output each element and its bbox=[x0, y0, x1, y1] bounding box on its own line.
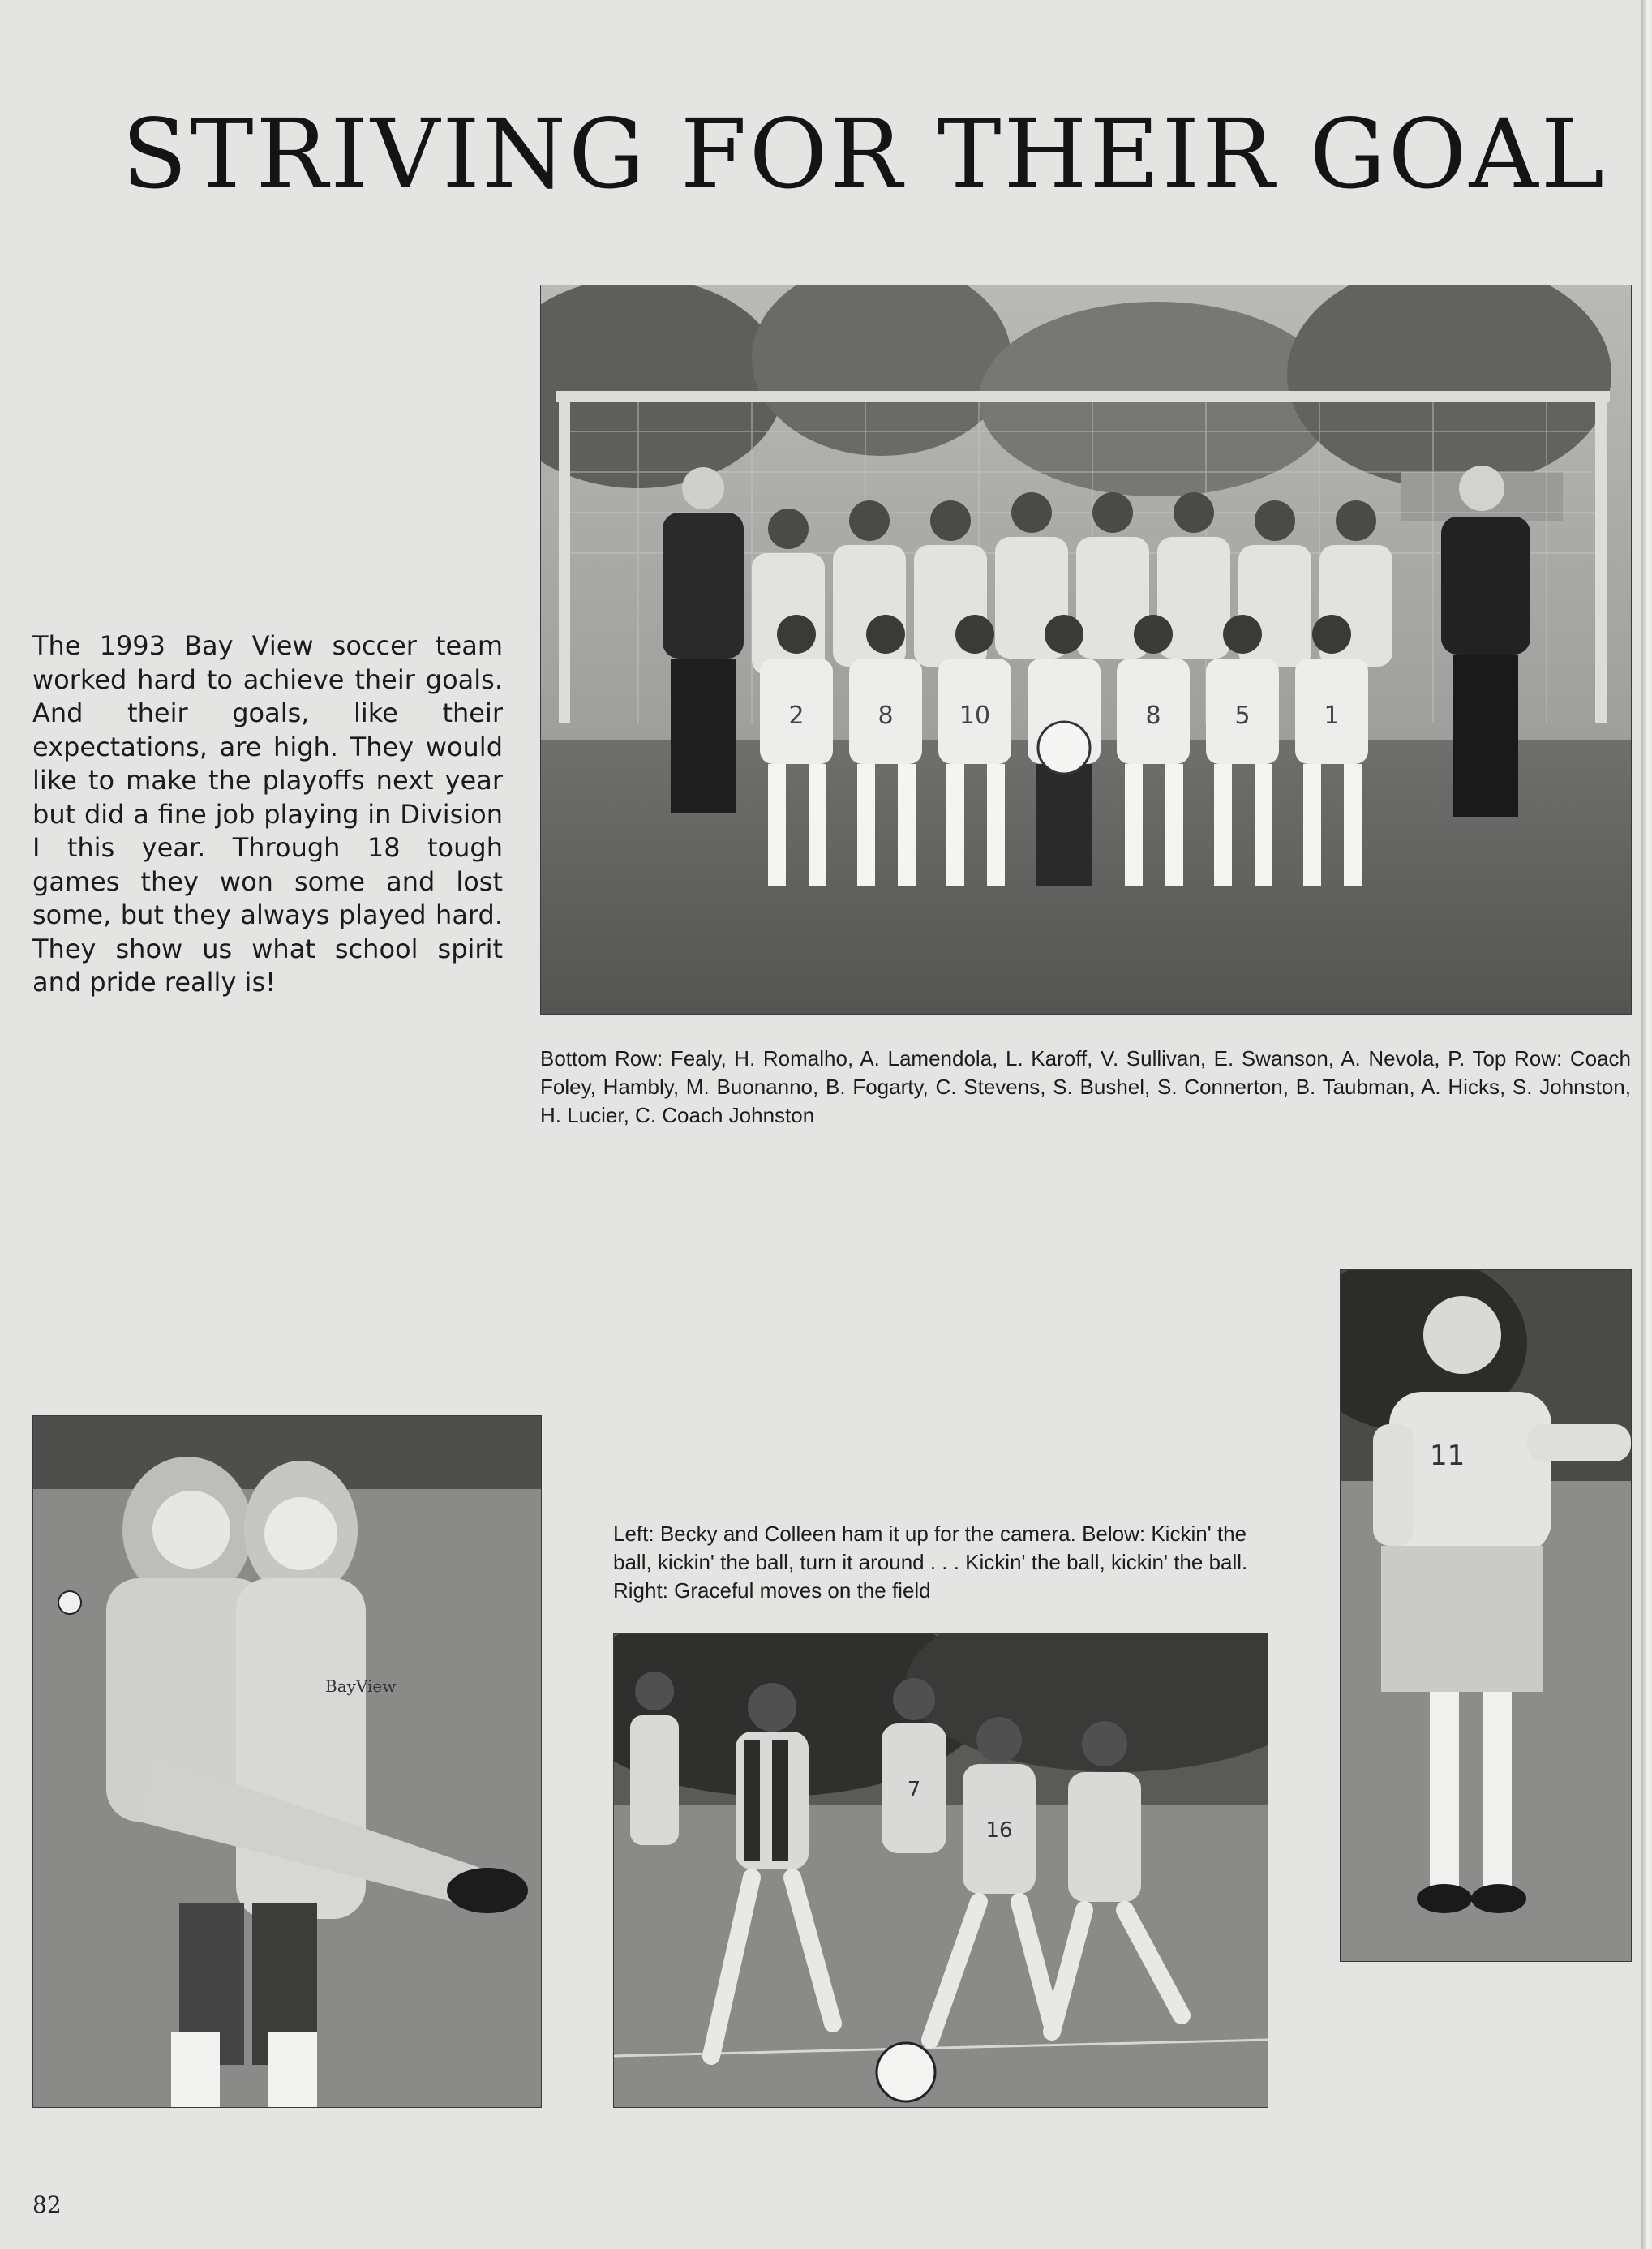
jersey-number: 2 bbox=[788, 702, 805, 730]
hug-photo bbox=[32, 1415, 542, 2108]
field-action-photo bbox=[613, 1633, 1268, 2108]
jersey-number: 8 bbox=[877, 702, 894, 730]
jersey-text: BayView bbox=[325, 1676, 397, 1696]
team-photo bbox=[540, 285, 1632, 1015]
jersey-number: 10 bbox=[959, 702, 991, 730]
jersey-number: 11 bbox=[1430, 1440, 1465, 1472]
intro-paragraph: The 1993 Bay View soccer team worked hard to achieve their goals. And their goals, like their expectations, are high. They would like to make the playoffs next year but did a fine job playing in Division I this year. Through 18 tough games they won some and lost some, but they always played hard. They show us what school spirit and pride really is! bbox=[32, 630, 503, 998]
action-photos-caption: Left: Becky and Colleen ham it up for the camera. Below: Kickin' the ball, kickin' the ball, turn it around . . . Kickin' the ball, kickin' the ball. Right: Graceful moves on the field bbox=[613, 1522, 1248, 1603]
jersey-number: 16 bbox=[985, 1818, 1013, 1843]
page-title: STRIVING FOR THEIR GOAL bbox=[122, 98, 1607, 210]
jersey-number: 7 bbox=[907, 1778, 921, 1802]
jersey-number: 1 bbox=[1324, 702, 1340, 730]
page-number: 82 bbox=[32, 2191, 62, 2218]
jersey-number: 5 bbox=[1234, 702, 1251, 730]
graceful-moves-photo bbox=[1340, 1269, 1632, 1962]
page-binding-edge bbox=[1641, 0, 1652, 2249]
team-photo-caption: Bottom Row: Fealy, H. Romalho, A. Lamendola, L. Karoff, V. Sullivan, E. Swanson, A. Nevola, P. Top Row: Coach Foley, Hambly, M. Buonanno, B. Fogarty, C. Stevens, S. Bushel, S. Connerton, B. Taubman, A. Hicks, S. Johnston, H. Lucier, C. Coach Johnston bbox=[540, 1046, 1631, 1127]
jersey-number: 8 bbox=[1145, 702, 1161, 730]
